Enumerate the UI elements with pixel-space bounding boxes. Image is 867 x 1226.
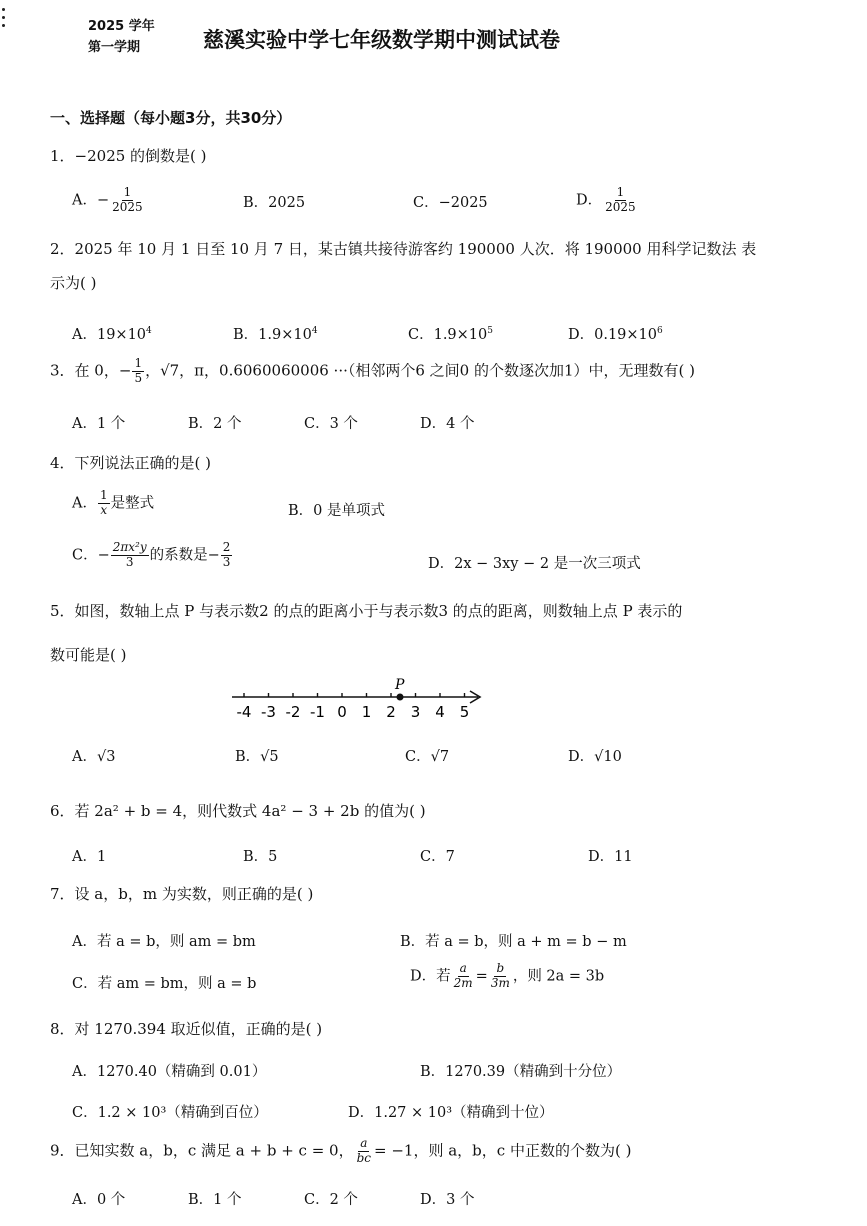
- q1-option-a: [72, 186, 146, 215]
- q4-option-a: [72, 489, 154, 518]
- q7-d-num2: b: [496, 961, 505, 975]
- q2-d-base: D．0.19×10: [568, 327, 658, 343]
- q8-option-d: D．1.27 × 10³（精确到十位）: [348, 1105, 554, 1121]
- q1-d-numerator: 1: [616, 185, 625, 199]
- q3-option-a: A．1 个: [72, 416, 126, 432]
- q9-option-c: C．2 个: [304, 1192, 358, 1208]
- q7-option-b: B．若 a = b，则 a + m = b − m: [400, 934, 627, 950]
- q9-option-a: A．0 个: [72, 1192, 126, 1208]
- q4-c-den2: 3: [222, 554, 231, 569]
- q1-option-a-label: A．−: [72, 192, 110, 209]
- q4-c-den: 3: [125, 554, 134, 569]
- q2-a-base: A．19×10: [72, 327, 147, 343]
- number-line-tick-label: -2: [285, 703, 301, 721]
- q7-d-num1: a: [459, 961, 467, 975]
- q9-option-b: B．1 个: [188, 1192, 242, 1208]
- q9-stem-post: = −1，则 a，b，c 中正数的个数为( ): [374, 1141, 632, 1160]
- q4-a-text: 是整式: [110, 495, 155, 512]
- point-p-label: P: [395, 677, 405, 693]
- question-1-stem: 1．−2025 的倒数是( ): [50, 147, 207, 165]
- q1-option-d-label: D．: [576, 192, 603, 209]
- q4-a-fraction: [98, 489, 110, 518]
- school-year: 2025 学年: [88, 19, 155, 34]
- q2-d-exponent: 6: [657, 326, 663, 337]
- q2-option-b: [233, 323, 318, 344]
- q6-option-c: C．7: [420, 849, 455, 865]
- q9-fraction: [355, 1137, 373, 1166]
- q7-d-pre: D．若: [410, 968, 451, 985]
- q9-frac-num: a: [360, 1136, 368, 1150]
- q7-d-post: ，则 2a = 3b: [512, 968, 605, 985]
- q2-b-base: B．1.9×10: [233, 327, 312, 343]
- number-line-tick-label: 4: [435, 703, 445, 721]
- q4-a-num: 1: [99, 488, 108, 502]
- q5-option-d: D．√10: [568, 749, 622, 765]
- q2-b-exponent: 4: [311, 326, 318, 337]
- q4-c-num: 2πx²y: [112, 540, 147, 554]
- q7-option-d: [410, 962, 604, 991]
- q3-option-b: B．2 个: [188, 416, 242, 432]
- q9-stem-pre: 9．已知实数 a，b，c 满足 a + b + c = 0，: [50, 1141, 354, 1160]
- q3-fraction: [132, 357, 144, 386]
- q4-c-fraction2: [221, 541, 233, 570]
- number-line-tick-label: 1: [361, 703, 372, 721]
- number-line-tick-label: -1: [310, 703, 325, 721]
- q6-option-a: A．1: [72, 849, 107, 865]
- q4-option-d: D．2x − 3xy − 2 是一次三项式: [428, 556, 641, 572]
- number-line-tick-label: -3: [261, 703, 276, 721]
- q1-d-denominator: 2025: [605, 199, 636, 214]
- number-line-tick-label: 3: [410, 703, 421, 721]
- q2-a-exponent: 4: [146, 326, 152, 337]
- question-8-stem: 8．对 1270.394 取近似值，正确的是( ): [50, 1020, 323, 1038]
- q8-option-b: B．1270.39（精确到十分位）: [420, 1064, 622, 1080]
- q9-option-d: D．3 个: [420, 1192, 475, 1208]
- q3-frac-num: 1: [134, 356, 143, 370]
- q1-option-c: C．−2025: [413, 195, 488, 211]
- q1-a-numerator: 1: [123, 185, 132, 199]
- q3-frac-den: 5: [134, 370, 143, 385]
- q8-option-a: A．1270.40（精确到 0.01）: [72, 1064, 267, 1080]
- q2-option-c: [408, 323, 493, 344]
- q7-d-fraction2: [489, 962, 512, 991]
- q5-option-c: C．√7: [405, 749, 450, 765]
- page-title: 慈溪实验中学七年级数学期中测试试卷: [203, 28, 560, 52]
- q3-option-c: C．3 个: [304, 416, 358, 432]
- q4-c-num2: 2: [222, 540, 231, 554]
- q7-option-c: C．若 am = bm，则 a = b: [72, 976, 257, 992]
- number-line: [228, 676, 488, 724]
- q1-option-b: B．2025: [243, 195, 306, 211]
- q6-option-d: D．11: [588, 849, 633, 865]
- q4-option-c: [72, 541, 233, 570]
- q1-a-denominator: 2025: [112, 199, 143, 214]
- q3-stem-pre: 3．在 0，−: [50, 361, 132, 380]
- q5-option-a: A．√3: [72, 749, 116, 765]
- q4-option-b: B．0 是单项式: [288, 503, 385, 519]
- q9-frac-den: bc: [356, 1150, 372, 1165]
- q2-c-base: C．1.9×10: [408, 327, 488, 343]
- q3-stem-post: ，√7，π，0.6060060006 ···（相邻两个6 之间0 的个数逐次加1）中，无理数有( ): [145, 361, 695, 380]
- number-line-tick-label: 5: [459, 703, 470, 721]
- q3-option-d: D．4 个: [420, 416, 475, 432]
- q4-c-label: C．−: [72, 547, 110, 564]
- question-3-stem: [50, 357, 695, 386]
- question-5-stem-line2: 数可能是( ): [50, 646, 127, 664]
- question-4-stem: 4．下列说法正确的是( ): [50, 454, 212, 472]
- q2-option-d: [568, 323, 663, 344]
- q7-d-fraction1: [452, 962, 475, 991]
- q1-option-d: [576, 186, 639, 215]
- question-7-stem: 7．设 a，b，m 为实数，则正确的是( ): [50, 885, 314, 903]
- number-line-tick-label: -4: [236, 703, 252, 721]
- section-heading: 一、选择题（每小题3分，共30分）: [50, 109, 292, 127]
- q1-option-d-fraction: [603, 186, 638, 215]
- q4-a-label: A．: [72, 495, 97, 512]
- number-line-tick-label: 2: [386, 703, 396, 721]
- question-2-stem-line1: 2．2025 年 10 月 1 日至 10 月 7 日，某古镇共接待游客约 190000 人次．将 190000 用科学记数法 表: [50, 240, 757, 258]
- q4-a-den: x: [100, 502, 108, 517]
- q2-option-a: [72, 323, 152, 344]
- semester: 第一学期: [88, 40, 141, 55]
- number-line-tick-label: 0: [337, 703, 347, 721]
- question-5-stem-line1: 5．如图，数轴上点 P 与表示数2 的点的距离小于与表示数3 的点的距离，则数轴上点 P 表示的: [50, 602, 683, 620]
- q4-c-mid: 的系数是−: [149, 547, 220, 564]
- q7-d-den2: 3m: [490, 975, 510, 990]
- q2-c-exponent: 5: [487, 326, 493, 337]
- q4-c-fraction: [111, 541, 149, 570]
- margin-dots: [2, 8, 5, 32]
- point-p-marker: [397, 694, 404, 701]
- q8-option-c: C．1.2 × 10³（精确到百位）: [72, 1105, 268, 1121]
- q5-option-b: B．√5: [235, 749, 279, 765]
- question-2-stem-line2: 示为( ): [50, 274, 97, 292]
- question-6-stem: 6．若 2a² + b = 4，则代数式 4a² − 3 + 2b 的值为( ): [50, 802, 426, 820]
- q7-option-a: A．若 a = b，则 am = bm: [72, 934, 256, 950]
- q6-option-b: B．5: [243, 849, 278, 865]
- q7-d-den1: 2m: [453, 975, 473, 990]
- q1-option-a-fraction: [110, 186, 145, 215]
- question-9-stem: [50, 1137, 631, 1166]
- q7-d-eq: =: [475, 968, 488, 985]
